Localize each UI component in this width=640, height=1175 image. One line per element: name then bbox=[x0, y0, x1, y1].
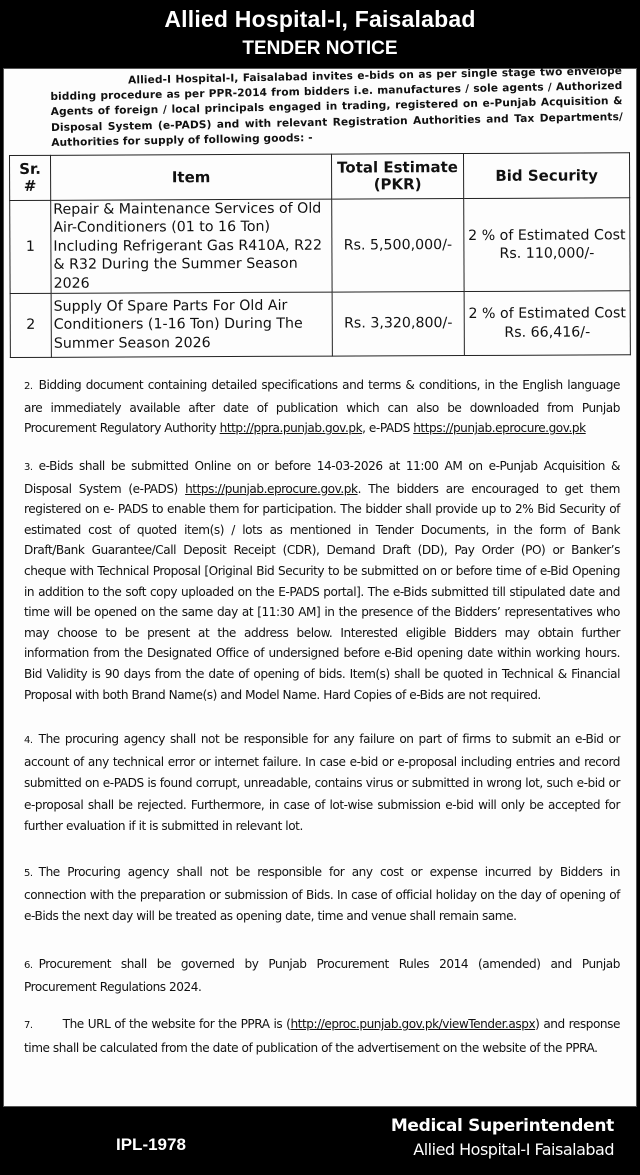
paragraph-3 bbox=[24, 456, 620, 705]
header-item: Item bbox=[51, 154, 332, 200]
goods-table bbox=[9, 152, 631, 358]
paragraph-2 bbox=[24, 375, 620, 439]
table-row bbox=[10, 198, 630, 294]
paragraph-6 bbox=[24, 954, 620, 997]
row-estimate: Rs. 5,500,000/- bbox=[332, 199, 464, 293]
ppra-link[interactable]: http://ppra.punjab.gov.pk bbox=[219, 421, 363, 436]
paragraph-text: Procurement shall be governed by Punjab Procurement Rules 2014 (amended) and Punjab Procurement Regulations 2024. bbox=[24, 957, 620, 994]
paragraph-number: 4. bbox=[24, 735, 33, 746]
intro-text: Allied-I Hospital-I, Faisalabad invites e-bids on as per single stage two envelope bidding procedure as per PPR-2014 from bidders i.e. manufactures / sole agents / Authorized Agents of foreign / local principals engaged in trading, registered on e-Punjab Acquisition & Disposal System (e-PADS) and with relevant Registration Authorities and Tax Departments/ Authorities for supply of following goods: - bbox=[50, 65, 624, 149]
header-sr: Sr. # bbox=[10, 155, 51, 200]
hospital-title: Allied Hospital-I, Faisalabad bbox=[164, 6, 476, 32]
paragraph-text: ) and response time shall be calculated from the date of publication of the advertisement on the website of the PPRA. bbox=[24, 1017, 620, 1055]
table-row bbox=[10, 291, 630, 358]
eproc-link[interactable]: http://eproc.punjab.gov.pk/viewTender.aspx bbox=[290, 1017, 536, 1031]
epads-link[interactable]: https://punjab.eprocure.gov.pk bbox=[185, 481, 358, 496]
paragraph-5 bbox=[24, 862, 620, 928]
paragraph-text: e-Bids shall be submitted Online on or before 14-03-2026 at 11:00 AM on e-Punjab Acquisition & Disposal System (e-PADS) bbox=[24, 459, 620, 496]
paragraph-text: The URL of the website for the PPRA is ( bbox=[62, 1017, 291, 1031]
row-security bbox=[464, 291, 630, 356]
notice-title: TENDER NOTICE bbox=[242, 38, 398, 59]
intro-paragraph bbox=[50, 64, 623, 151]
row-estimate: Rs. 3,320,800/- bbox=[332, 292, 464, 357]
row-sr: 1 bbox=[10, 200, 51, 293]
row-item: Repair & Maintenance Services of Old Air-Conditioners (01 to 16 Ton) Including Refrigerant Gas R410A, R22 & R32 During the Summer Season 2026 bbox=[51, 199, 332, 293]
row-item: Supply Of Spare Parts For Old Air Conditioners (1-16 Ton) During The Summer Season 2026 bbox=[51, 292, 332, 357]
paragraph-text: , e-PADS bbox=[362, 421, 414, 436]
header-estimate: Total Estimate (PKR) bbox=[331, 154, 463, 200]
row-sr: 2 bbox=[10, 293, 51, 357]
paragraph-number: 2. bbox=[24, 381, 33, 392]
paragraph-number: 6. bbox=[24, 960, 33, 971]
paragraph-7 bbox=[24, 1013, 620, 1059]
paragraph-number: 7. bbox=[24, 1020, 33, 1031]
notice-header bbox=[0, 0, 640, 68]
paragraph-number: 3. bbox=[24, 462, 33, 473]
security-amount: Rs. 110,000/- bbox=[499, 245, 595, 262]
header-security: Bid Security bbox=[463, 153, 629, 199]
row-security bbox=[464, 198, 630, 292]
notice-body bbox=[3, 65, 637, 1107]
security-percent: 2 % of Estimated Cost bbox=[468, 305, 626, 323]
paragraph-4 bbox=[24, 729, 620, 838]
ipl-reference: IPL-1978 bbox=[116, 1135, 186, 1154]
security-amount: Rs. 66,416/- bbox=[504, 323, 591, 341]
paragraph-number: 5. bbox=[24, 868, 33, 879]
notice-footer bbox=[0, 1107, 640, 1175]
epads-link[interactable]: https://punjab.eprocure.gov.pk bbox=[413, 421, 586, 436]
paragraph-text: The procuring agency shall not be responsible for any failure on part of firms to submit an e-Bid or account of any technical error or internet failure. In case e-bid or e-proposal including entries and record submitted on e-PADS is found corrupt, unreadable, contains virus or submitted in wrong lot, such e-bid or e-proposal shall be rejected. Furthermore, in case of lot-wise submission e-bid will only be accepted for further evaluation if it is submitted in relevant lot. bbox=[24, 732, 620, 833]
paragraph-text: The Procuring agency shall not be responsible for any cost or expense incurred by Bidders in connection with the preparation or submission of Bids. In case of official holiday on the day of opening of e-Bids the next day will be treated as opening date, time and venue shall remain same. bbox=[24, 865, 620, 923]
signatory-organization: Allied Hospital-I Faisalabad bbox=[413, 1140, 614, 1159]
table-header-row bbox=[10, 153, 630, 201]
signatory-title: Medical Superintendent bbox=[390, 1116, 614, 1136]
paragraph-text: . The bidders are encouraged to get them registered on e- PADS to enable them for participation. The bidder shall provide up to 2% Bid Security of estimated cost of quoted item(s) / lots as mentioned in Tender Documents, in the form of Bank Draft/Bank Guarantee/Call Deposit Receipt (CDR), Demand Draft (DD), Pay Order (PO) or Banker’s cheque with Technical Proposal [Original Bid Security to be submitted on or before time of e-Bid Opening in addition to the soft copy uploaded on the E-PADS portal]. The e-Bids submitted till stipulated date and time will be opened on the same day at [11:30 AM] in the presence of the Bidders’ representatives who may choose to be present at the address below. Interested eligible Bidders may obtain further information from the Designated Office of undersigned before e-Bid opening date within working hours. Bid Validity is 90 days from the date of opening of bids. Item(s) shall be quoted in Technical & Financial Proposal with both Brand Name(s) and Model Name. Hard Copies of e-Bids are not required. bbox=[24, 481, 620, 702]
security-percent: 2 % of Estimated Cost bbox=[468, 226, 626, 244]
paragraph-text: Bidding document containing detailed specifications and terms & conditions, in the English language are immediately available after date of publication which can also be downloaded from Punjab Procurement Regulatory Authority bbox=[24, 378, 620, 436]
